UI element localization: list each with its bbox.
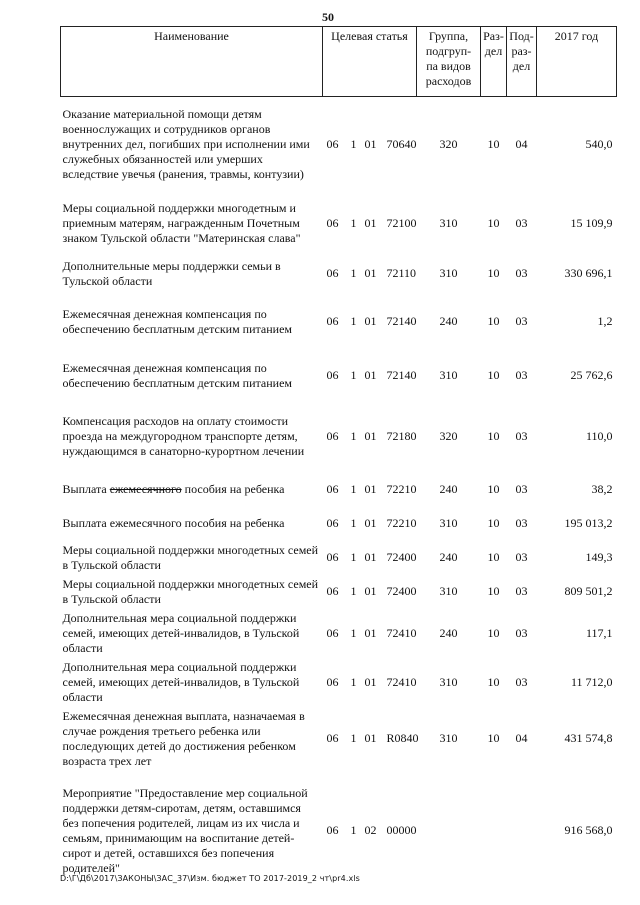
row-name: Меры социальной поддержки многодетных семей в Тульской области <box>62 542 319 572</box>
article-code-part: 01 <box>364 429 377 443</box>
article-code-part: 06 <box>326 368 339 382</box>
article-code-part: 72110 <box>386 266 417 280</box>
table-row <box>61 507 617 541</box>
row-name-part: Выплата <box>62 482 110 496</box>
article-code-part: 00000 <box>386 823 417 837</box>
row-target-article <box>323 401 417 473</box>
row-target-article <box>323 255 417 293</box>
article-code-part: 06 <box>326 314 339 328</box>
row-amount: 809 501,2 <box>564 584 613 598</box>
row-section: 10 <box>487 550 500 564</box>
row-expense-group: 310 <box>439 266 458 280</box>
header-name: Наименование <box>61 27 323 97</box>
article-code-part: 72410 <box>386 674 417 689</box>
row-amount: 38,2 <box>591 482 613 496</box>
row-name: Компенсация расходов на оплату стоимости проезда на междугородном транспорте детям, нуждающимся в санаторно-курортном лечении <box>62 414 305 458</box>
article-code-part: 72400 <box>386 584 417 598</box>
article-code-part: 01 <box>364 625 377 640</box>
article-code-part: 72140 <box>386 314 417 328</box>
row-target-article <box>323 609 417 658</box>
page-number: 50 <box>322 10 334 24</box>
header-year: 2017 год <box>537 27 617 97</box>
article-code-part: 06 <box>326 823 339 837</box>
article-code-part: 72100 <box>386 216 417 230</box>
row-expense-group: 310 <box>439 516 458 530</box>
row-name: Ежемесячная денежная выплата, назначаемая в случае рождения третьего ребенка или последующих детей до достижения ребенком возраста трех лет <box>62 708 305 768</box>
article-code-part: 06 <box>326 731 339 745</box>
row-subsection: 03 <box>515 516 528 530</box>
table-row <box>61 771 617 891</box>
article-code-part: 06 <box>326 584 339 598</box>
row-subsection: 03 <box>515 482 528 496</box>
file-path-footer: D:\Г\Дб\2017\ЗАКОНЫ\ЗАС_37\Изм. бюджет ТО 2017-2019_2 чт\pr4.xls <box>60 874 360 883</box>
row-target-article <box>323 473 417 507</box>
table-row <box>61 609 617 658</box>
row-expense-group: 320 <box>439 429 458 443</box>
article-code-part: 01 <box>364 674 377 689</box>
row-section: 10 <box>487 137 500 152</box>
row-name: Дополнительные меры поддержки семьи в Тульской области <box>62 258 281 288</box>
row-name <box>61 473 323 507</box>
row-expense-group: 310 <box>439 674 458 689</box>
table-row <box>61 658 617 707</box>
row-section: 10 <box>487 314 500 328</box>
row-amount: 110,0 <box>585 429 613 443</box>
row-expense-group: 310 <box>439 731 458 745</box>
article-code-part: 1 <box>350 429 357 443</box>
row-section <box>481 771 507 891</box>
row-name: Ежемесячная денежная компенсация по обеспечению бесплатным детским питанием <box>62 306 292 336</box>
header-subsection: Под- раз- дел <box>507 27 537 97</box>
row-name-part: пособия на ребенка <box>181 482 285 496</box>
article-code-part: 06 <box>326 266 339 280</box>
row-amount: 916 568,0 <box>564 823 613 837</box>
row-name: Дополнительная мера социальной поддержки семей, имеющих детей-инвалидов, в Тульской области <box>62 659 300 704</box>
article-code-part: 1 <box>350 584 357 598</box>
table-row <box>61 193 617 255</box>
row-expense-group: 240 <box>439 314 458 328</box>
row-section: 10 <box>487 368 500 382</box>
row-amount: 1,2 <box>597 314 613 328</box>
table-row <box>61 351 617 401</box>
row-expense-group: 310 <box>439 368 458 382</box>
row-target-article <box>323 351 417 401</box>
article-code-part: 01 <box>364 731 377 745</box>
article-code-part: 06 <box>326 516 339 530</box>
article-code-part: 01 <box>364 216 377 230</box>
header-target-article: Целевая статья <box>323 27 417 97</box>
table-row <box>61 707 617 771</box>
article-code-part: 72210 <box>386 482 417 496</box>
row-amount: 431 574,8 <box>564 731 613 745</box>
article-code-part: 1 <box>350 625 357 640</box>
article-code-part: 02 <box>364 823 377 837</box>
row-target-article <box>323 575 417 609</box>
row-section: 10 <box>487 482 500 496</box>
table-row <box>61 473 617 507</box>
article-code-part: 70640 <box>386 137 417 152</box>
row-expense-group: 240 <box>439 625 458 640</box>
article-code-part: 01 <box>364 137 377 152</box>
article-code-part: 01 <box>364 584 377 598</box>
table-row <box>61 541 617 575</box>
article-code-part: 1 <box>350 731 357 745</box>
row-amount: 15 109,9 <box>570 216 613 230</box>
row-subsection: 03 <box>515 550 528 564</box>
row-name: Оказание материальной помощи детям военнослужащих и сотрудников органов внутренних дел, погибших при исполнении ими служебных обязанностей или умерших вследствие увечья (ранения, травмы, контузии) <box>62 107 310 182</box>
row-subsection: 03 <box>515 584 528 598</box>
row-subsection: 03 <box>515 216 528 230</box>
row-name: Мероприятие "Предоставление мер социальной поддержки детям-сиротам, детям, оставшимся без попечения родителей, лицам из их числа и семьям, принимающим на воспитание детей-сирот и детей, оставшихся без попечения родителей" <box>62 785 308 875</box>
table-row <box>61 401 617 473</box>
article-code-part: R0840 <box>386 731 419 745</box>
row-name: Ежемесячная денежная компенсация по обеспечению бесплатным детским питанием <box>62 360 292 390</box>
header-expense-group: Группа, подгруп- па видов расходов <box>417 27 481 97</box>
budget-table <box>60 26 617 891</box>
row-section: 10 <box>487 216 500 230</box>
row-subsection: 03 <box>515 674 528 689</box>
table-row <box>61 293 617 351</box>
row-target-article <box>323 707 417 771</box>
row-target-article <box>323 293 417 351</box>
row-name: Выплата ежемесячного пособия на ребенка <box>62 516 285 530</box>
article-code-part: 1 <box>350 516 357 530</box>
row-name: Меры социальной поддержки многодетных семей в Тульской области <box>62 576 319 606</box>
row-amount: 195 013,2 <box>564 516 613 530</box>
row-target-article <box>323 658 417 707</box>
row-subsection: 03 <box>515 625 528 640</box>
row-expense-group: 320 <box>439 137 458 152</box>
row-name: Меры социальной поддержки многодетным и приемным матерям, награжденным Почетным знаком Тульской области "Материнская слава" <box>62 201 301 245</box>
row-section: 10 <box>487 625 500 640</box>
table-header-row <box>61 27 617 97</box>
article-code-part: 72400 <box>386 550 417 564</box>
row-subsection: 03 <box>515 314 528 328</box>
article-code-part: 06 <box>326 216 339 230</box>
row-expense-group: 310 <box>439 584 458 598</box>
article-code-part: 01 <box>364 314 377 328</box>
row-expense-group: 240 <box>439 482 458 496</box>
row-name: Дополнительная мера социальной поддержки семей, имеющих детей-инвалидов, в Тульской области <box>62 610 300 655</box>
article-code-part: 1 <box>350 314 357 328</box>
article-code-part: 72180 <box>386 429 417 443</box>
article-code-part: 1 <box>350 482 357 496</box>
row-subsection: 03 <box>515 429 528 443</box>
row-target-article <box>323 97 417 193</box>
table-row <box>61 97 617 193</box>
row-target-article <box>323 193 417 255</box>
article-code-part: 01 <box>364 482 377 496</box>
article-code-part: 1 <box>350 137 357 152</box>
article-code-part: 1 <box>350 266 357 280</box>
row-amount: 25 762,6 <box>570 368 613 382</box>
row-subsection: 03 <box>515 368 528 382</box>
row-section: 10 <box>487 584 500 598</box>
article-code-part: 01 <box>364 368 377 382</box>
row-target-article <box>323 507 417 541</box>
row-subsection: 03 <box>515 266 528 280</box>
row-expense-group: 310 <box>439 216 458 230</box>
article-code-part: 72210 <box>386 516 417 530</box>
article-code-part: 1 <box>350 674 357 689</box>
row-subsection: 04 <box>515 137 528 152</box>
row-section: 10 <box>487 674 500 689</box>
article-code-part: 72410 <box>386 625 417 640</box>
table-row <box>61 255 617 293</box>
row-amount: 540,0 <box>585 137 613 152</box>
row-subsection: 04 <box>515 731 528 745</box>
row-target-article <box>323 541 417 575</box>
row-target-article <box>323 771 417 891</box>
table-row <box>61 575 617 609</box>
article-code-part: 06 <box>326 137 339 152</box>
article-code-part: 1 <box>350 216 357 230</box>
row-amount: 11 712,0 <box>570 674 613 689</box>
article-code-part: 06 <box>326 625 339 640</box>
table-body <box>61 97 617 891</box>
header-section: Раз- дел <box>481 27 507 97</box>
article-code-part: 1 <box>350 550 357 564</box>
row-section: 10 <box>487 266 500 280</box>
row-section: 10 <box>487 429 500 443</box>
article-code-part: 06 <box>326 674 339 689</box>
row-amount: 330 696,1 <box>564 266 613 280</box>
article-code-part: 06 <box>326 482 339 496</box>
row-expense-group: 240 <box>439 550 458 564</box>
article-code-part: 72140 <box>386 368 417 382</box>
row-name-struck-word: ежемесячного <box>109 482 182 496</box>
article-code-part: 1 <box>350 368 357 382</box>
article-code-part: 06 <box>326 550 339 564</box>
row-amount: 117,1 <box>585 625 613 640</box>
article-code-part: 1 <box>350 823 357 837</box>
row-subsection <box>507 771 537 891</box>
article-code-part: 01 <box>364 266 377 280</box>
row-section: 10 <box>487 516 500 530</box>
article-code-part: 06 <box>326 429 339 443</box>
article-code-part: 01 <box>364 516 377 530</box>
row-amount: 149,3 <box>585 550 613 564</box>
article-code-part: 01 <box>364 550 377 564</box>
row-section: 10 <box>487 731 500 745</box>
